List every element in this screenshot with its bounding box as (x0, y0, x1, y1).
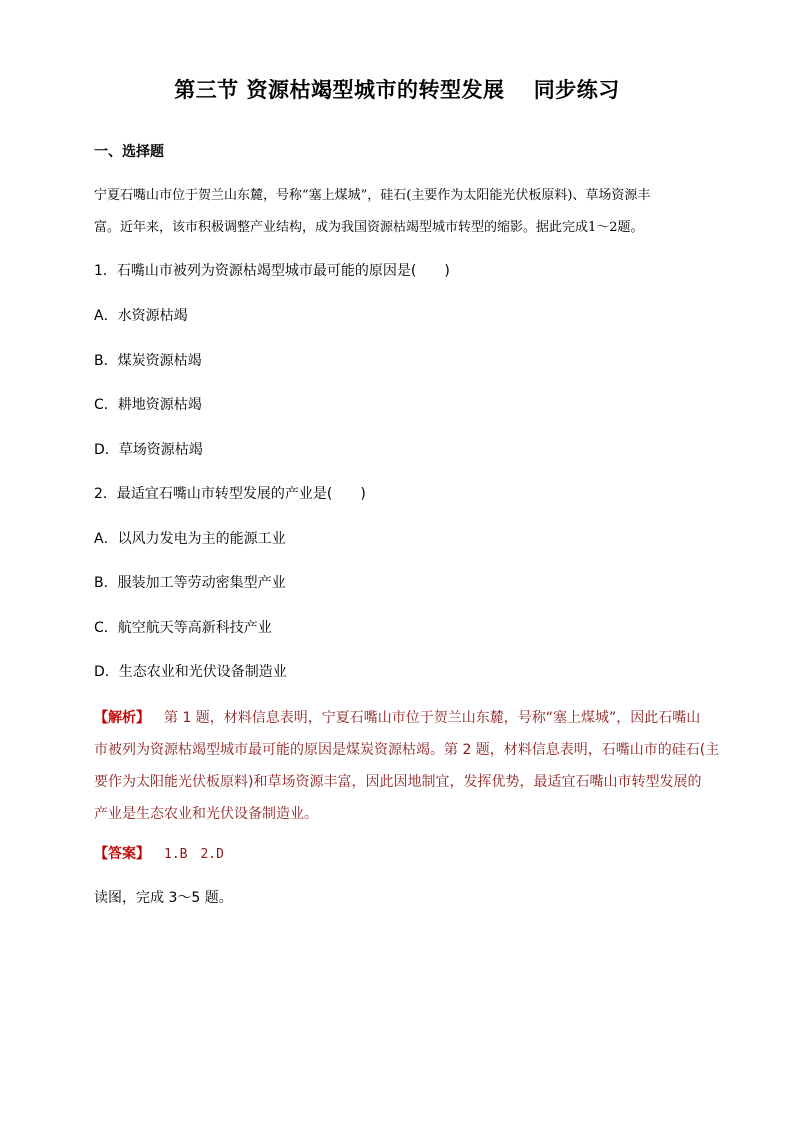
question-2-option-d: D．生态农业和光伏设备制造业 (94, 664, 287, 680)
question-1-option-c: C．耕地资源枯竭 (94, 397, 202, 413)
question-1-stem: 1．石嘴山市被列为资源枯竭型城市最可能的原因是( ) (94, 263, 450, 279)
analysis-text: 第 1 题，材料信息表明，宁夏石嘴山市位于贺兰山东麓，号称“塞上煤城”，因此石嘴山 (164, 710, 701, 726)
analysis-line: 市被列为资源枯竭型城市最可能的原因是煤炭资源枯竭。第 2 题，材料信息表明，石嘴山市的硅石(主 (94, 742, 720, 758)
question-1-option-b: B．煤炭资源枯竭 (94, 353, 202, 369)
page-title: 第三节 资源枯竭型城市的转型发展 同步练习 (174, 77, 620, 102)
analysis-line (94, 702, 702, 734)
intro-line: 富。近年来，该市积极调整产业结构，成为我国资源枯竭型城市转型的缩影。据此完成1～2题。 (94, 220, 644, 235)
intro-passage (94, 180, 700, 244)
question-2-option-a: A．以风力发电为主的能源工业 (94, 531, 286, 547)
question-1-option-a: A．水资源枯竭 (94, 308, 188, 324)
analysis-tag: 【解析】 (94, 710, 150, 726)
question-2-option-c: C．航空航天等高新科技产业 (94, 620, 272, 636)
question-2-stem: 2．最适宜石嘴山市转型发展的产业是( ) (94, 486, 366, 502)
analysis-block (94, 702, 720, 830)
question-1-option-d: D．草场资源枯竭 (94, 442, 203, 458)
intro-line: 宁夏石嘴山市位于贺兰山东麓，号称“塞上煤城”，硅石(主要作为太阳能光伏板原料)、草场资源丰 (94, 188, 651, 203)
answer-tag: 【答案】 (94, 846, 150, 862)
answer-value: 1.B 2.D (164, 847, 224, 862)
answer-block (94, 843, 224, 863)
read-map-instruction: 读图，完成 3～5 题。 (94, 890, 233, 906)
analysis-line: 要作为太阳能光伏板原料)和草场资源丰富，因此因地制宜，发挥优势，最适宜石嘴山市转型发展的 (94, 774, 702, 790)
question-2-option-b: B．服装加工等劳动密集型产业 (94, 575, 286, 591)
analysis-line: 产业是生态农业和光伏设备制造业。 (94, 806, 318, 822)
section-heading: 一、选择题 (94, 144, 164, 160)
